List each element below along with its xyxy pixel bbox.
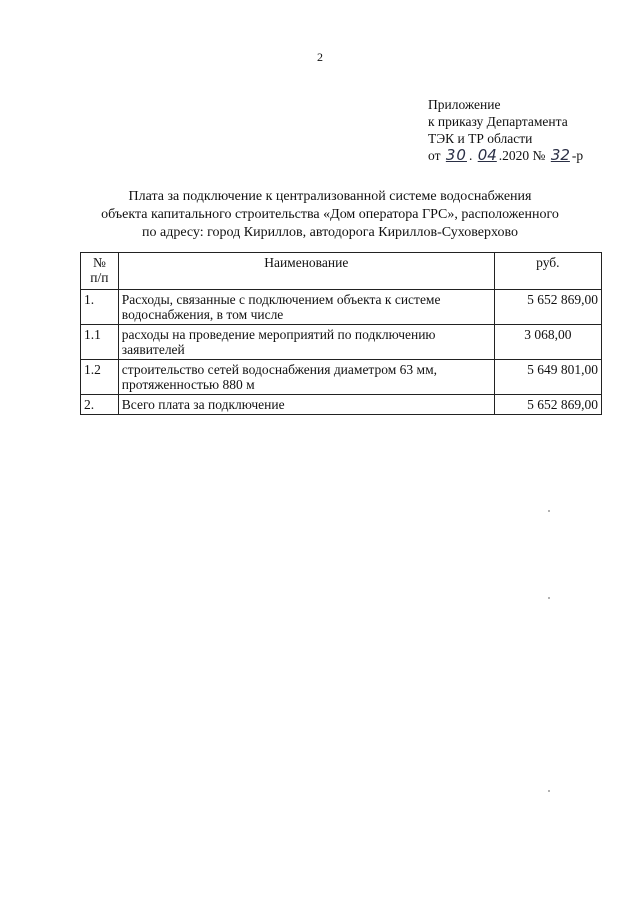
row-num: 1. <box>81 290 119 325</box>
document-title <box>60 188 600 242</box>
scan-speck <box>548 790 550 792</box>
row-name: расходы на проведение мероприятий по подключению заявителей <box>118 325 494 360</box>
appendix-line-1: Приложение <box>428 97 501 112</box>
row-num: 1.1 <box>81 325 119 360</box>
header-name: Наименование <box>118 253 494 290</box>
row-sum: 5 649 801,00 <box>494 360 601 395</box>
row-name: Всего плата за подключение <box>118 395 494 415</box>
row-sum: 5 652 869,00 <box>494 395 601 415</box>
table-header-row <box>81 253 602 290</box>
table-row <box>81 360 602 395</box>
fees-table <box>80 252 602 415</box>
title-line-3: по адресу: город Кириллов, автодорога Кириллов-Суховерхово <box>142 225 518 240</box>
scan-speck <box>548 510 550 512</box>
table-row <box>81 395 602 415</box>
header-num: № п/п <box>81 253 119 290</box>
row-sum: 5 652 869,00 <box>494 290 601 325</box>
appendix-block <box>428 96 628 164</box>
header-sum: руб. <box>494 253 601 290</box>
date-prefix: от <box>428 148 441 163</box>
date-year: .2020 № <box>498 148 546 163</box>
appendix-line-2: к приказу Департамента <box>428 114 568 129</box>
date-month: 04 <box>477 146 497 164</box>
date-day: 30 <box>445 146 467 164</box>
page-number: 2 <box>317 50 323 64</box>
row-num: 2. <box>81 395 119 415</box>
order-suffix: -р <box>571 148 584 163</box>
appendix-date-line: от 30 . 04 .2020 № 32 -р <box>428 146 584 164</box>
title-line-2: объекта капитального строительства «Дом оператора ГРС», расположенного <box>101 207 559 222</box>
appendix-line-3: ТЭК и ТР области <box>428 131 533 146</box>
title-line-1: Плата за подключение к централизованной системе водоснабжения <box>128 189 532 204</box>
row-sum: 3 068,00 <box>494 325 601 360</box>
table-row <box>81 290 602 325</box>
row-name: Расходы, связанные с подключением объекта к системе водоснабжения, в том числе <box>118 290 494 325</box>
scan-speck <box>548 597 550 599</box>
row-name: строительство сетей водоснабжения диаметром 63 мм, протяженностью 880 м <box>118 360 494 395</box>
row-num: 1.2 <box>81 360 119 395</box>
order-number: 32 <box>550 146 570 164</box>
table-row <box>81 325 602 360</box>
